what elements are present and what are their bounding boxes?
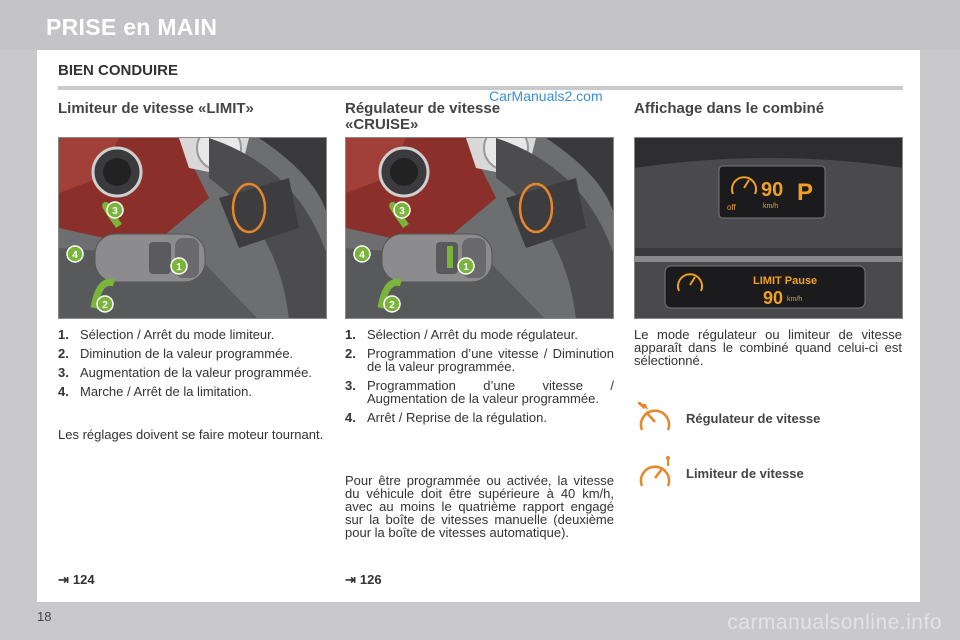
display-text: Le mode régulateur ou limiteur de vitesse apparaît dans le combiné quand celui-ci est sélectionné.	[634, 327, 902, 368]
callout-4: 4	[72, 250, 78, 261]
limiter-note: Les réglages doivent se faire moteur tournant.	[58, 427, 324, 442]
display-title: Affichage dans le combiné	[634, 100, 825, 117]
limiter-title: Limiteur de vitesse «LIMIT»	[58, 100, 254, 117]
cluster-speed-top: 90	[761, 179, 784, 201]
watermark-bottom: carmanualsonline.info	[727, 611, 942, 634]
callout-2: 2	[389, 300, 395, 311]
page-ref-arrow-icon: ⇥	[58, 572, 69, 587]
stalk-illustration	[346, 138, 614, 319]
cruise-title	[345, 101, 500, 133]
callout-4: 4	[359, 250, 365, 261]
speed-limiter-icon	[638, 456, 672, 490]
list-item: 3. Programmation d’une vitesse / Augmentation de la valeur programmée.	[345, 378, 614, 406]
cluster-illustration	[635, 138, 903, 319]
section-divider	[58, 86, 903, 90]
list-item: 3. Augmentation de la valeur programmée.	[58, 365, 312, 380]
callout-1: 1	[463, 262, 469, 273]
section-title: BIEN CONDUIRE	[58, 62, 179, 79]
list-item: 2. Diminution de la valeur programmée.	[58, 346, 294, 361]
cluster-display-photo	[634, 137, 903, 319]
legend-cruise-label: Régulateur de vitesse	[686, 410, 821, 426]
limiter-stalk-photo	[58, 137, 327, 319]
cluster-speed-bottom: 90	[763, 288, 784, 308]
callout-3: 3	[399, 206, 405, 217]
cluster-unit-top: km/h	[763, 203, 779, 210]
limiter-list	[58, 328, 326, 404]
watermark-top: CarManuals2.com	[489, 88, 603, 104]
cruise-title-line2: «CRUISE»	[345, 116, 419, 133]
cruise-title-line1: Régulateur de vitesse	[345, 100, 501, 117]
page-title: PRISE en MAIN	[46, 14, 218, 40]
legend-limiter	[638, 456, 804, 490]
cluster-unit-bottom: km/h	[787, 296, 803, 303]
list-item: 1. Sélection / Arrêt du mode régulateur.	[345, 327, 579, 342]
cruise-list	[345, 328, 614, 430]
cluster-gear: P	[797, 179, 814, 206]
cluster-mode: LIMIT Pause	[753, 275, 818, 287]
limiter-page-ref[interactable]: ⇥ 124	[58, 572, 95, 587]
cruise-control-icon	[638, 402, 672, 434]
callout-2: 2	[102, 300, 108, 311]
list-item: 4. Arrêt / Reprise de la régulation.	[345, 410, 547, 425]
list-item: 2. Programmation d’une vitesse / Diminution de la valeur programmée.	[345, 346, 614, 374]
legend-cruise	[638, 402, 820, 434]
list-item: 4. Marche / Arrêt de la limitation.	[58, 384, 252, 399]
cruise-note: Pour être programmée ou activée, la vitesse du véhicule doit être supérieure à 40 km/h, avec au moins le quatrième rapport engagé sur la boîte de vitesses manuelle (deuxième pour la boîte de vitesses automatique).	[345, 473, 614, 540]
cluster-status: off	[727, 203, 736, 212]
cruise-page-ref[interactable]: ⇥ 126	[345, 572, 382, 587]
legend-limiter-label: Limiteur de vitesse	[686, 465, 804, 481]
stalk-illustration	[59, 138, 327, 319]
callout-3: 3	[112, 206, 118, 217]
list-item: 1. Sélection / Arrêt du mode limiteur.	[58, 327, 275, 342]
cruise-stalk-photo	[345, 137, 614, 319]
callout-1: 1	[176, 262, 182, 273]
page-ref-arrow-icon: ⇥	[345, 572, 356, 587]
page-number: 18	[37, 609, 52, 624]
